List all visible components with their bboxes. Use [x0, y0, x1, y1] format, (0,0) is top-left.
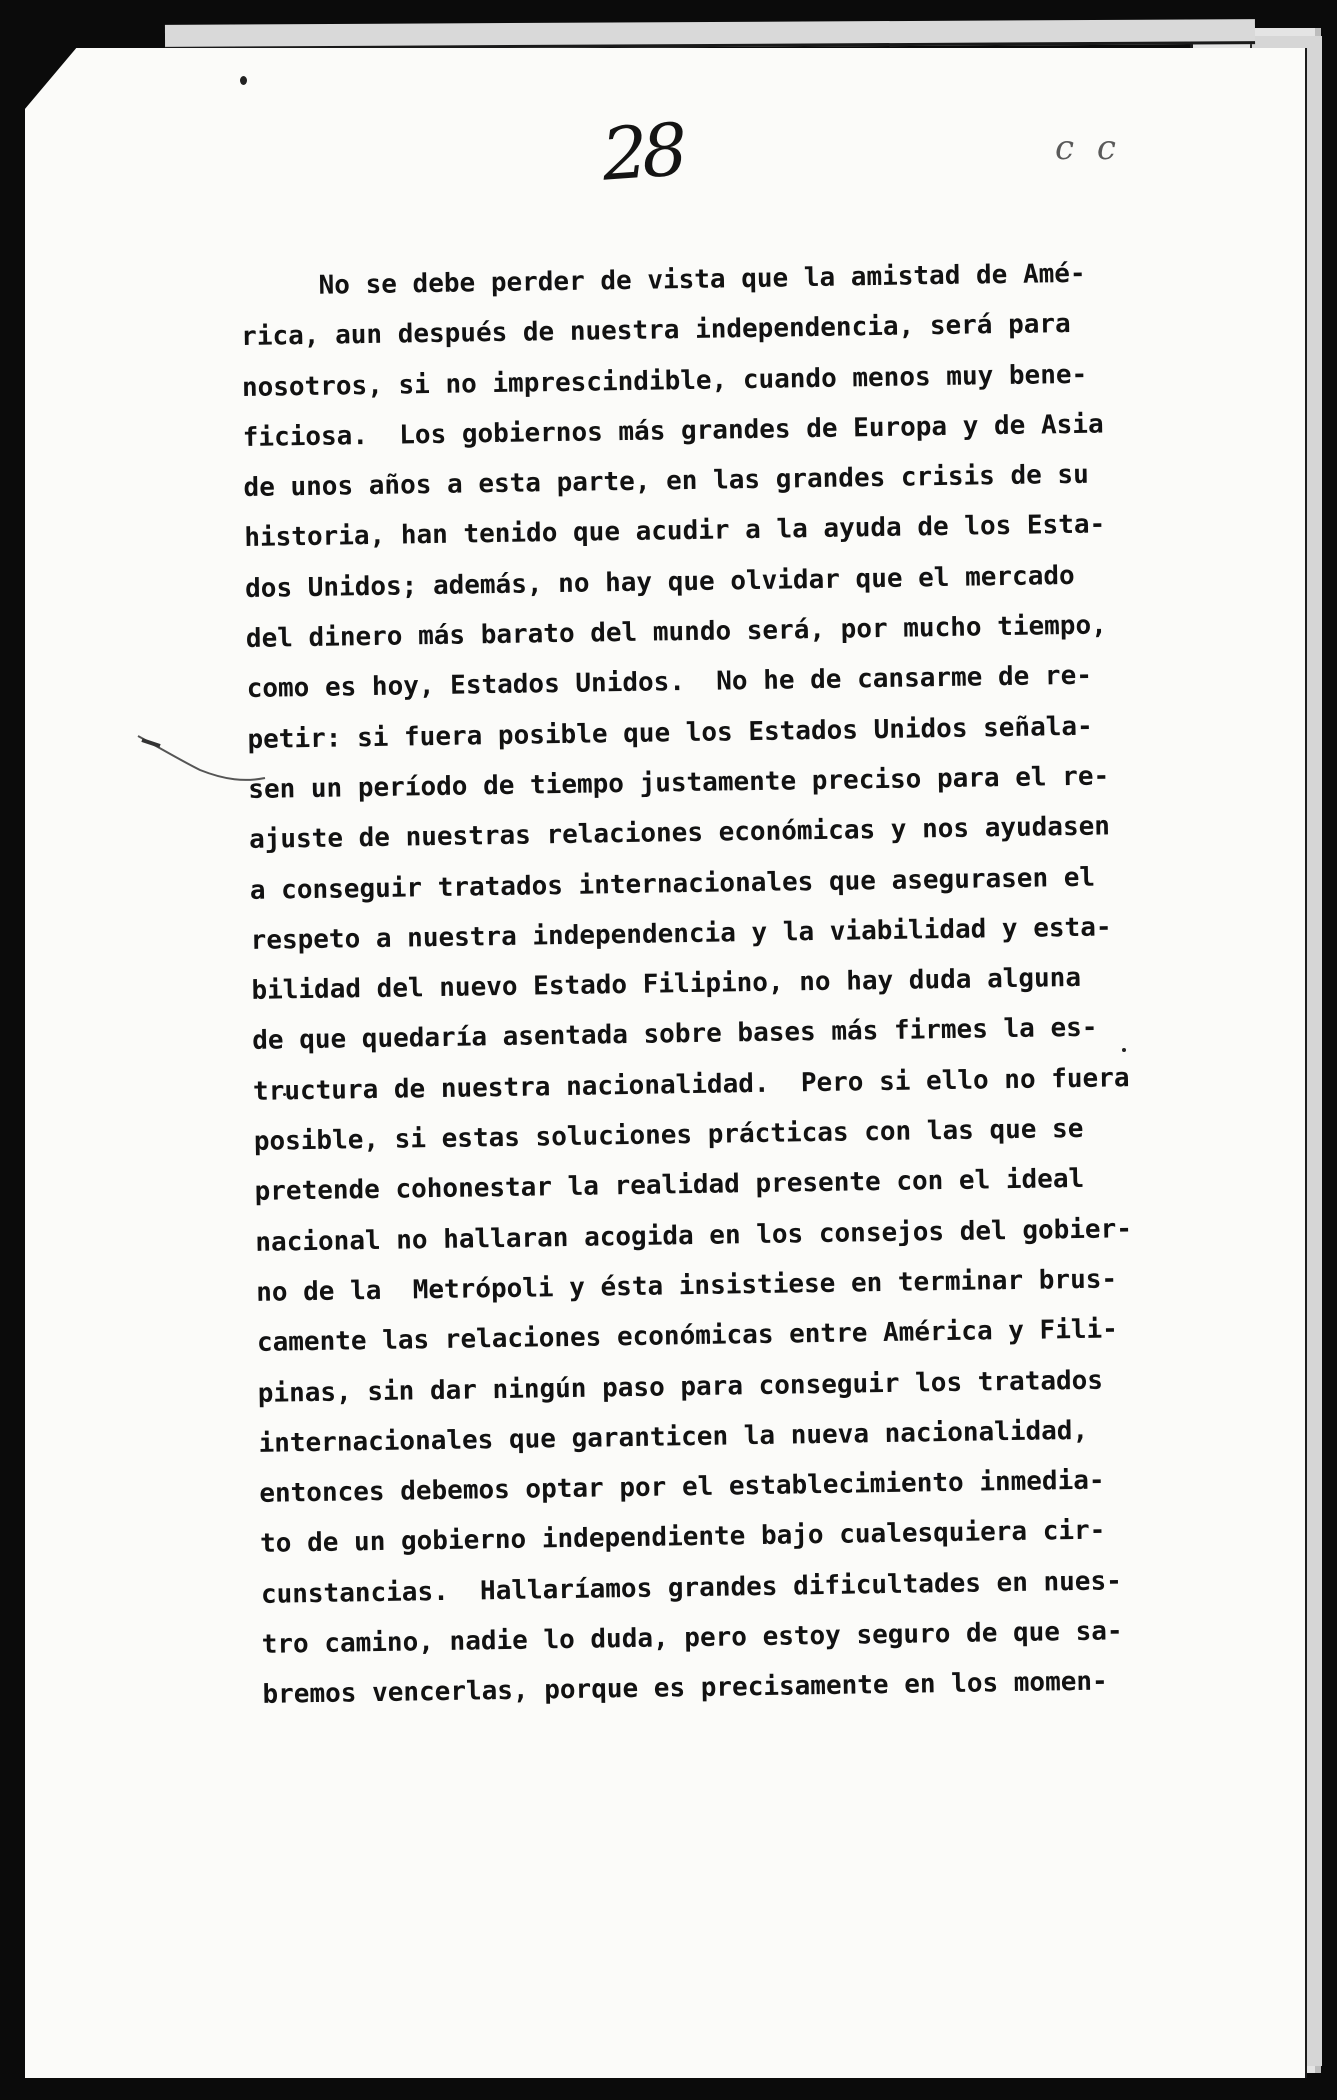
text-line: camente las relaciones económicas entre América y Fili-: [256, 1314, 1119, 1359]
text-line: nacional no hallaran acogida en los consejos del gobier-: [255, 1213, 1133, 1258]
text-line: historia, han tenido que acudir a la ayuda de los Esta-: [244, 509, 1106, 554]
top-sheet-edge: [165, 19, 1255, 50]
text-line: respeto a nuestra independencia y la viabilidad y esta-: [250, 912, 1112, 956]
text-line: de unos años a esta parte, en las grandes crisis de su: [243, 459, 1089, 504]
text-line: bremos vencerlas, porque es precisamente en los momen-: [262, 1666, 1108, 1711]
text-line: rica, aun después de nuestra independencia, será para: [240, 309, 1071, 353]
text-line: tructura de nuestra nacionalidad. Pero si ello no fuera: [252, 1062, 1130, 1107]
text-line: ajuste de nuestras relaciones económicas y nos ayudasen: [248, 811, 1111, 856]
text-line: tro camino, nadie lo duda, pero estoy seguro de que sa-: [261, 1616, 1123, 1660]
text-line: como es hoy, Estados Unidos. No he de cansarme de re-: [246, 661, 1093, 705]
text-line: no de la Metrópoli y ésta insistiese en terminar brus-: [255, 1264, 1118, 1308]
text-line: pretende cohonestar la realidad presente con el ideal: [254, 1164, 1085, 1208]
corner-annotation: c c: [1055, 128, 1122, 168]
text-line: del dinero más barato del mundo será, por mucho tiempo,: [245, 610, 1107, 655]
page-number: 28: [599, 107, 685, 197]
text-line: a conseguir tratados internacionales que asegurasen el: [249, 862, 1096, 906]
text-line: to de un gobierno independiente bajo cualesquiera cir-: [259, 1515, 1106, 1560]
text-line: de que quedaría asentada sobre bases más firmes la es-: [252, 1013, 1098, 1057]
text-line: ficiosa. Los gobiernos más grandes de Europa y de Asia: [242, 409, 1104, 453]
text-line: pinas, sin dar ningún paso para conseguir los tratados: [257, 1365, 1104, 1409]
text-line: dos Unidos; además, no hay que olvidar que el mercado: [244, 560, 1075, 604]
text-line: bilidad del nuevo Estado Filipino, no hay duda alguna: [251, 963, 1082, 1007]
text-line: sen un período de tiempo justamente preciso para el re-: [248, 761, 1110, 805]
ink-speck: [240, 76, 247, 85]
text-line: cunstancias. Hallaríamos grandes dificultades en nues-: [260, 1566, 1123, 1610]
text-line: posible, si estas soluciones prácticas con las que se: [253, 1113, 1084, 1157]
text-line: nosotros, si no imprescindible, cuando menos muy bene-: [241, 359, 1088, 403]
text-line: petir: si fuera posible que los Estados Unidos señala-: [247, 711, 1093, 755]
text-line: No se debe perder de vista que la amistad de Amé-: [240, 258, 1086, 302]
text-line: entonces debemos optar por el establecimiento inmedia-: [259, 1465, 1105, 1509]
typewritten-body: [240, 248, 1163, 1721]
text-line: internacionales que garanticen la nueva nacionalidad,: [258, 1415, 1089, 1459]
